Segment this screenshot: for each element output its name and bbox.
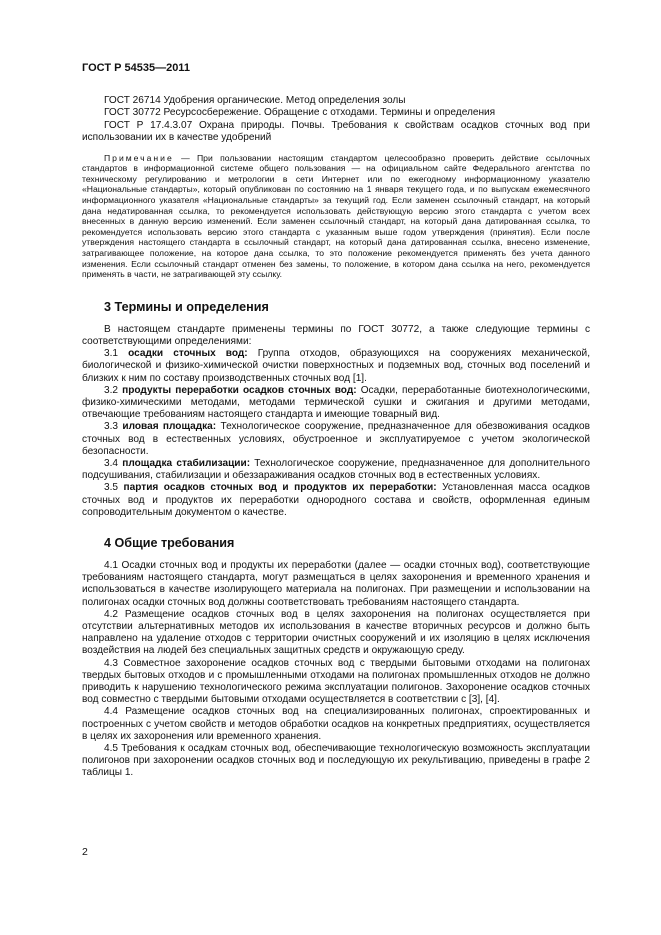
requirement-paragraph: 4.4 Размещение осадков сточных вод на специализированных полигонах, спроектированных и построенных с учетом свойств и методов обработки осадков на конкретных предприятиях, осуществляется в целях их захоронения или временного хранения. — [82, 706, 590, 742]
reference-item: ГОСТ 26714 Удобрения органические. Метод определения золы — [104, 95, 406, 106]
term-text: Установленная масса осадков сточных вод и продуктов их переработки однородного состава и свойств, оформленная единым сопроводительным документом о качестве. — [82, 482, 590, 518]
page-number: 2 — [82, 846, 88, 858]
requirement-paragraph: 4.3 Совместное захоронение осадков сточных вод с твердыми бытовыми отходами на полигонах твердых бытовых отходов и с промышленными отходами на полигонах промышленных отходов не должно приводить к нарушению технологического режима эксплуатации полигонов. Захоронение осадков сточных вод совместно с твердыми бытовыми отходами осуществляется в соответствии с [3], [4]. — [82, 657, 590, 706]
term-name: площадка стабилизации: — [122, 457, 251, 469]
term-text: Технологическое сооружение, предназначенное для дополнительного подсушивания, стабилизации и обеззараживания осадков сточных вод в естественных условиях. — [82, 457, 591, 482]
term-name: осадки сточных вод: — [128, 348, 248, 360]
term-definition — [82, 458, 590, 482]
term-name: продукты переработки осадков сточных вод: — [122, 384, 357, 396]
term-number: 3.5 — [104, 482, 124, 494]
term-number: 3.3 — [104, 421, 123, 433]
normative-references — [82, 95, 590, 145]
term-number: 3.2 — [104, 384, 123, 396]
section-4-title: 4 Общие требования — [104, 536, 235, 550]
requirement-paragraph: 4.2 Размещение осадков сточных вод в целях захоронения на полигонах осуществляется при отсутствии альтернативных методов их использования в качестве вторичных ресурсов и должно быть направлено на удаление отходов с территории очистных сооружений и их изоляцию в целях исключения воздействия на людей без специальных защитных средств и окружающую среду. — [82, 608, 590, 657]
section-3-intro: В настоящем стандарте применены термины по ГОСТ 30772, а также следующие термины с соответствующими определениями: — [82, 323, 590, 347]
term-definition — [82, 421, 590, 458]
reference-item: ГОСТ 30772 Ресурсосбережение. Обращение с отходами. Термины и определения — [104, 107, 496, 119]
note-block — [82, 153, 590, 280]
document-header: ГОСТ Р 54535—2011 — [82, 62, 190, 74]
term-definition — [82, 482, 590, 519]
reference-item: ГОСТ Р 17.4.3.07 Охрана природы. Почвы. Требования к свойствам осадков сточных вод при использовании их в качестве удобрений — [82, 119, 590, 144]
note-text: — При пользовании настоящим стандартом целесообразно проверить действие ссылочных стандартов в информационной системе общего пользования — на официальном сайте Федерального агентства по техническому регулированию и метрологии в сети Интернет или по ежегодному информационному указателю «Национальные стандарты», который опубликован по состоянию на 1 января текущего года, и по выпускам ежемесячного информационного указателя «Национальные стандарты» за текущий год. Если заменен ссылочный стандарт, на который дана недатированная ссылка, то рекомендуется использовать действующую версию этого стандарта с учетом всех внесенных в данную версию изменений. Если заменен ссылочный стандарт, на который дана датированная ссылка, то рекомендуется использовать версию этого стандарта с указанным выше годом утверждения (принятия). Если после утверждения настоящего стандарта в ссылочный стандарт, на который дана датированная ссылка, внесено изменение, затрагивающее положение, на которое дана ссылка, то это положение рекомендуется применять без учета данного изменения. Если ссылочный стандарт отменен без замены, то положение, в котором дана ссылка на него, рекомендуется применять в части, не затрагивающей эту ссылку. — [82, 152, 590, 280]
term-text: Технологическое сооружение, предназначенное для обезвоживания осадков сточных вод в естественных условиях, обустроенное и эксплуатируемое с учетом экологической безопасности. — [82, 421, 590, 457]
term-number: 3.4 — [104, 457, 123, 469]
term-text: Осадки, переработанные биотехнологическими, физико-химическими методами, методами термической сушки и сжигания и другими методами, отвечающие требованиям настоящего стандарта и имеющие товарный вид. — [82, 384, 591, 421]
term-definition — [82, 348, 590, 385]
term-name: партия осадков сточных вод и продуктов их переработки: — [123, 482, 437, 494]
document-body — [82, 95, 590, 780]
section-3-title: 3 Термины и определения — [104, 299, 269, 314]
note-paragraph — [82, 153, 590, 280]
section-4-body — [82, 560, 590, 780]
term-text: Группа отходов, образующихся на сооружениях механической, биологической и физико-химической очистки поверхностных и подземных вод, сточных вод поселений и близких к ним по составу производственных сточных вод [1]. — [82, 348, 590, 384]
term-name: иловая площадка: — [122, 421, 217, 433]
term-number: 3.1 — [104, 348, 129, 360]
term-definition — [82, 385, 590, 422]
requirement-paragraph: 4.1 Осадки сточных вод и продукты их переработки (далее — осадки сточных вод), соответствующие требованиям настоящего стандарта, могут размещаться в целях захоронения и временного хранения и использоваться в качестве изолирующего материала на полигонах. При размещении и использовании на полигонах осадки сточных вод должны соответствовать требованиям настоящего стандарта. — [82, 560, 590, 608]
section-3-body — [82, 324, 590, 519]
note-label: Примечание — [104, 152, 174, 163]
requirement-paragraph: 4.5 Требования к осадкам сточных вод, обеспечивающие технологическую возможность эксплуатации полигонов при захоронении осадков сточных вод и последующую их рекультивацию, приведены в графе 2 таблицы 1. — [82, 743, 590, 779]
